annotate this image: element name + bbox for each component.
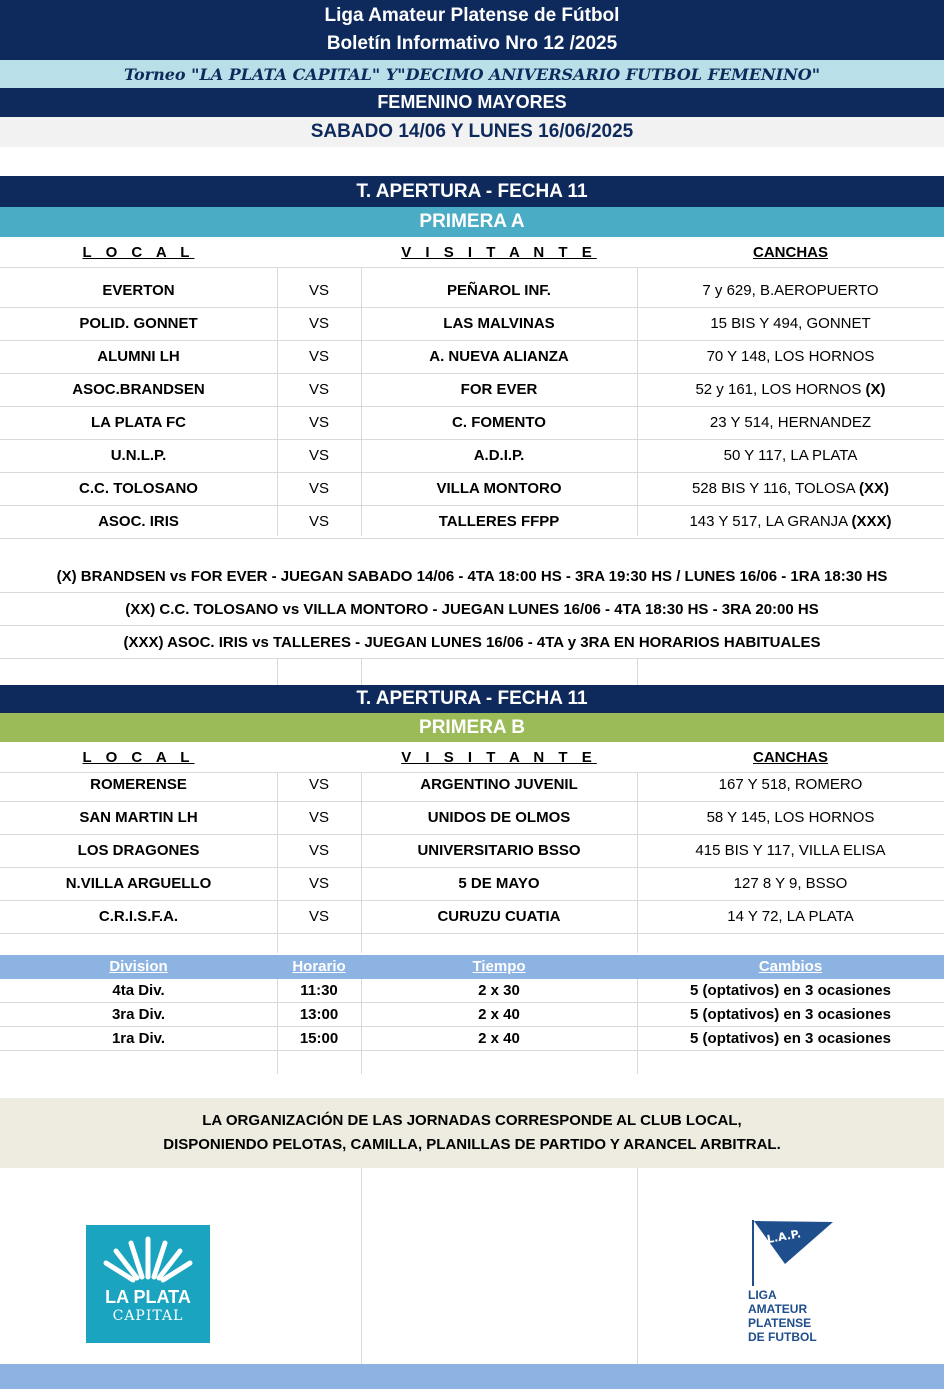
match-row xyxy=(0,341,944,374)
schedule-duration: 2 x 40 xyxy=(478,1030,520,1047)
schedule-header-horario: Horario xyxy=(292,958,346,975)
venue xyxy=(637,473,944,505)
vs-label: VS xyxy=(308,809,329,826)
match-row xyxy=(0,769,944,802)
match-row xyxy=(0,374,944,407)
local-team: ASOC.BRANDSEN xyxy=(72,381,205,398)
local-team: U.N.L.P. xyxy=(110,447,167,464)
league-name: Liga Amateur Platense de Fútbol xyxy=(324,5,620,26)
visitor-team: C. FOMENTO xyxy=(452,414,546,431)
primera-a-round-title: T. APERTURA - FECHA 11 xyxy=(0,176,944,207)
vs-label: VS xyxy=(308,282,329,299)
match-row xyxy=(0,407,944,440)
local-team: LA PLATA FC xyxy=(91,414,186,431)
venue-address: 143 Y 517, LA GRANJA xyxy=(689,513,848,530)
venue xyxy=(637,374,944,406)
match-row xyxy=(0,275,944,308)
venue-address: 127 8 Y 9, BSSO xyxy=(733,875,848,892)
organization-note xyxy=(0,1098,944,1168)
venue-mark: (X) xyxy=(865,381,886,398)
schedule-row xyxy=(0,979,944,1003)
local-header: L O C A L xyxy=(82,749,195,766)
logo-text-la-plata: LA PLATA xyxy=(105,1287,191,1307)
match-row xyxy=(0,473,944,506)
venue xyxy=(637,506,944,538)
venue-address: 52 y 161, LOS HORNOS xyxy=(695,381,862,398)
visitor-team: CURUZU CUATIA xyxy=(437,908,561,925)
venue-address: 528 BIS Y 116, TOLOSA xyxy=(691,480,855,497)
match-row xyxy=(0,868,944,901)
schedule-time: 13:00 xyxy=(299,1006,339,1023)
vs-label: VS xyxy=(308,776,329,793)
vs-label: VS xyxy=(308,513,329,530)
visitor-team: UNIVERSITARIO BSSO xyxy=(417,842,581,859)
lap-text-line: PLATENSE xyxy=(748,1316,812,1330)
vs-label: VS xyxy=(308,315,329,332)
match-row xyxy=(0,308,944,341)
vs-label: VS xyxy=(308,842,329,859)
match-row xyxy=(0,506,944,539)
vs-label: VS xyxy=(308,414,329,431)
venue xyxy=(637,275,944,307)
venue xyxy=(637,407,944,439)
schedule-changes: 5 (optativos) en 3 ocasiones xyxy=(690,1006,891,1023)
local-team: ALUMNI LH xyxy=(97,348,180,365)
schedule-division: 1ra Div. xyxy=(111,1030,166,1047)
schedule-row xyxy=(0,1003,944,1027)
schedule-time: 11:30 xyxy=(300,982,338,999)
venue xyxy=(637,440,944,472)
schedule-duration: 2 x 30 xyxy=(478,982,520,999)
flag-text: L.A.P. xyxy=(765,1227,802,1247)
schedule-division: 4ta Div. xyxy=(112,982,165,999)
local-header: L O C A L xyxy=(82,244,195,261)
local-team: ASOC. IRIS xyxy=(98,513,179,530)
vs-label: VS xyxy=(308,348,329,365)
schedule-changes: 5 (optativos) en 3 ocasiones xyxy=(690,1030,891,1047)
visitor-team: A.D.I.P. xyxy=(473,447,525,464)
venue-address: 7 y 629, B.AEROPUERTO xyxy=(702,282,879,299)
note-brandsen: (X) BRANDSEN vs FOR EVER - JUEGAN SABADO 14/06 - 4TA 18:00 HS - 3RA 19:30 HS / LUNES 16/06 - 1RA 18:30 HS xyxy=(0,560,944,593)
venue-address: 167 Y 518, ROMERO xyxy=(718,776,863,793)
visitor-team: 5 DE MAYO xyxy=(458,875,540,892)
venue-address: 15 BIS Y 494, GONNET xyxy=(710,315,871,332)
primera-b-division-title: PRIMERA B xyxy=(0,713,944,742)
venue-mark: (XX) xyxy=(859,480,890,497)
note-iris: (XXX) ASOC. IRIS vs TALLERES - JUEGAN LUNES 16/06 - 4TA y 3RA EN HORARIOS HABITUALES xyxy=(0,626,944,659)
lap-text-line: LIGA xyxy=(748,1288,777,1302)
schedule-header-row xyxy=(0,955,944,979)
organization-note-line1: LA ORGANIZACIÓN DE LAS JORNADAS CORRESPONDE AL CLUB LOCAL, xyxy=(202,1112,742,1129)
bulletin-number: Boletín Informativo Nro 12 /2025 xyxy=(326,33,618,54)
visitante-header: V I S I T A N T E xyxy=(401,244,597,261)
local-team: C.C. TOLOSANO xyxy=(79,480,198,497)
local-team: ROMERENSE xyxy=(90,776,187,793)
schedule-header-division: Division xyxy=(109,958,168,975)
local-team: SAN MARTIN LH xyxy=(79,809,198,826)
primera-b-round-title: T. APERTURA - FECHA 11 xyxy=(0,685,944,713)
schedule-header-tiempo: Tiempo xyxy=(472,958,526,975)
vs-label: VS xyxy=(308,875,329,892)
lap-text-line: DE FUTBOL xyxy=(748,1330,817,1344)
bottom-bar xyxy=(0,1364,944,1389)
schedule-changes: 5 (optativos) en 3 ocasiones xyxy=(690,982,891,999)
visitor-team: PEÑAROL INF. xyxy=(447,282,551,299)
pennant-flag-icon xyxy=(745,1218,855,1288)
tournament-name: Torneo "LA PLATA CAPITAL" Y"DECIMO ANIVERSARIO FUTBOL FEMENINO" xyxy=(0,60,944,88)
category-title: FEMENINO MAYORES xyxy=(0,88,944,117)
venue-address: 70 Y 148, LOS HORNOS xyxy=(706,348,875,365)
match-row xyxy=(0,802,944,835)
local-team: N.VILLA ARGUELLO xyxy=(65,875,212,892)
lap-league-logo xyxy=(745,1218,855,1348)
canchas-header: CANCHAS xyxy=(753,749,828,766)
visitor-team: LAS MALVINAS xyxy=(443,315,555,332)
vs-label: VS xyxy=(308,447,329,464)
schedule-row xyxy=(0,1027,944,1051)
venue-address: 50 Y 117, LA PLATA xyxy=(723,447,858,464)
venue-address: 58 Y 145, LOS HORNOS xyxy=(706,809,875,826)
venue-address: 14 Y 72, LA PLATA xyxy=(727,908,854,925)
la-plata-capital-logo xyxy=(86,1225,210,1343)
match-dates: SABADO 14/06 Y LUNES 16/06/2025 xyxy=(0,117,944,147)
schedule-duration: 2 x 40 xyxy=(478,1006,520,1023)
local-team: POLID. GONNET xyxy=(79,315,198,332)
local-team: C.R.I.S.F.A. xyxy=(98,908,179,925)
sun-rays-icon xyxy=(86,1225,210,1287)
venue xyxy=(637,308,944,340)
local-team: EVERTON xyxy=(102,282,175,299)
match-row xyxy=(0,835,944,868)
lap-logo-text xyxy=(748,1288,848,1344)
organization-note-line2: DISPONIENDO PELOTAS, CAMILLA, PLANILLAS DE PARTIDO Y ARANCEL ARBITRAL. xyxy=(163,1136,781,1153)
venue xyxy=(637,341,944,373)
visitor-team: A. NUEVA ALIANZA xyxy=(429,348,569,365)
visitante-header: V I S I T A N T E xyxy=(401,749,597,766)
visitor-team: TALLERES FFPP xyxy=(438,513,560,530)
visitor-team: VILLA MONTORO xyxy=(436,480,562,497)
schedule-header-cambios: Cambios xyxy=(758,958,823,975)
visitor-team: ARGENTINO JUVENIL xyxy=(420,776,578,793)
schedule-time: 15:00 xyxy=(299,1030,339,1047)
venue-address: 23 Y 514, HERNANDEZ xyxy=(709,414,872,431)
venue-address: 415 BIS Y 117, VILLA ELISA xyxy=(695,842,886,859)
lap-text-line: AMATEUR xyxy=(748,1302,808,1316)
schedule-division: 3ra Div. xyxy=(111,1006,166,1023)
primera-a-division-title: PRIMERA A xyxy=(0,207,944,237)
vs-label: VS xyxy=(308,908,329,925)
vs-label: VS xyxy=(308,381,329,398)
logo-text-capital: CAPITAL xyxy=(112,1308,184,1324)
visitor-team: UNIDOS DE OLMOS xyxy=(427,809,571,826)
canchas-header: CANCHAS xyxy=(753,244,828,261)
match-row xyxy=(0,901,944,934)
header-title-band xyxy=(0,0,944,60)
visitor-team: FOR EVER xyxy=(460,381,538,398)
vs-label: VS xyxy=(308,480,329,497)
note-tolosano: (XX) C.C. TOLOSANO vs VILLA MONTORO - JUEGAN LUNES 16/06 - 4TA 18:30 HS - 3RA 20:00 HS xyxy=(0,593,944,626)
primera-a-column-headers xyxy=(0,238,944,268)
local-team: LOS DRAGONES xyxy=(77,842,200,859)
venue-mark: (XXX) xyxy=(851,513,892,530)
match-row xyxy=(0,440,944,473)
